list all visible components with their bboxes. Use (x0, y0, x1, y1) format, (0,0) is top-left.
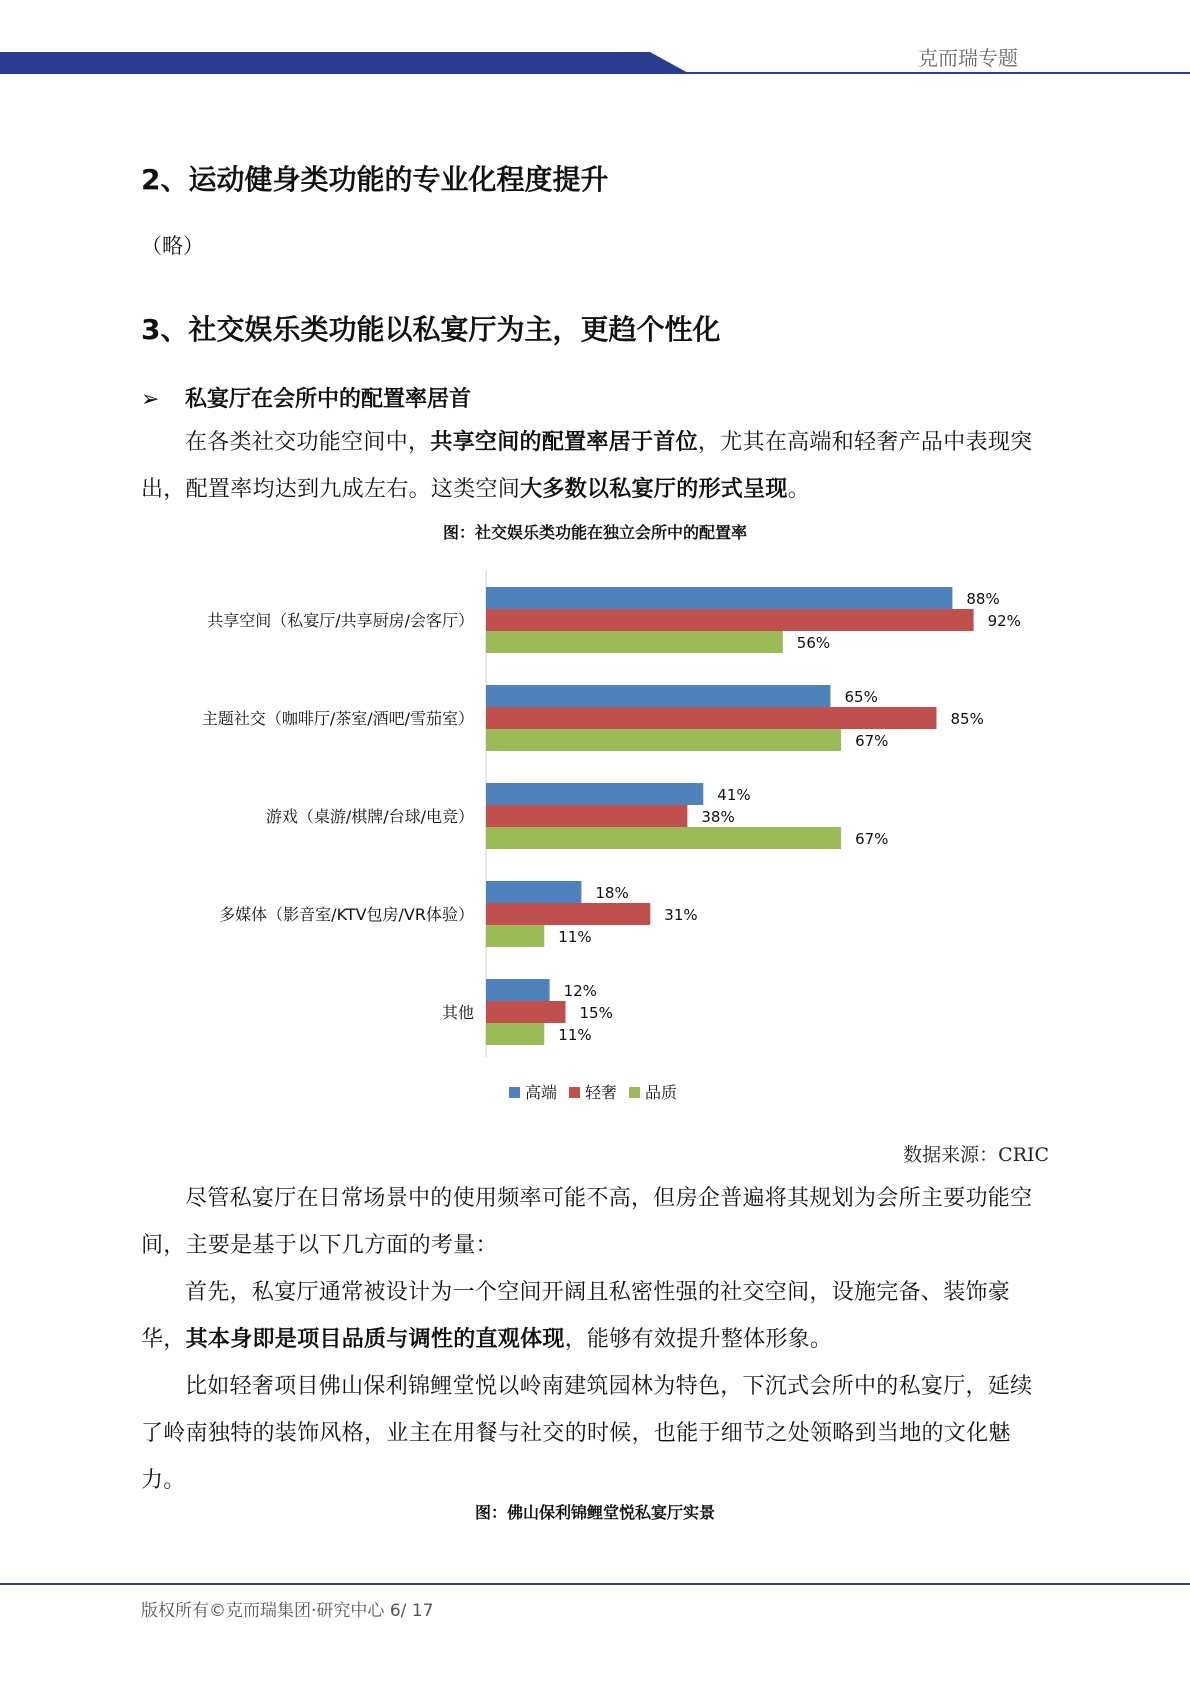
footer-copyright: 版权所有©克而瑞集团·研究中心 (141, 1601, 385, 1621)
bar (486, 805, 687, 827)
figure-1-caption: 图：社交娱乐类功能在独立会所中的配置率 (442, 523, 747, 542)
legend-swatch (569, 1087, 580, 1098)
footer-divider (0, 1583, 1190, 1585)
legend-label: 品质 (645, 1083, 678, 1102)
bar (486, 729, 841, 751)
bar (486, 631, 783, 653)
category-label: 共享空间（私宴厅/共享厨房/会客厅） (207, 611, 474, 630)
data-label: 85% (950, 710, 984, 728)
data-label: 12% (563, 982, 597, 1000)
bar (486, 881, 581, 903)
paragraph-4: 比如轻奢项目佛山保利锦鲤堂悦以岭南建筑园林为特色，下沉式会所中的私宴厅，延续了岭南独特的装饰风格，业主在用餐与社交的时候，也能于细节之处领略到当地的文化魅力。 (141, 1374, 1033, 1493)
header-brand: 克而瑞专题 (918, 46, 1018, 70)
data-label: 11% (558, 1026, 592, 1044)
category-label: 主题社交（咖啡厅/茶室/酒吧/雪茄室） (201, 709, 474, 728)
section-2-omitted: （略） (141, 234, 204, 258)
data-label: 15% (579, 1004, 613, 1022)
data-label: 92% (987, 612, 1021, 630)
category-label: 其他 (441, 1003, 474, 1022)
bar (486, 685, 831, 707)
bar (486, 783, 703, 805)
data-label: 31% (664, 906, 698, 924)
section-2-title: 2、运动健身类功能的专业化程度提升 (141, 163, 609, 196)
data-label: 56% (796, 634, 831, 652)
paragraph-2: 尽管私宴厅在日常场景中的使用频率可能不高，但房企普遍将其规划为会所主要功能空间，主要是基于以下几方面的考量： (141, 1186, 1033, 1258)
data-label: 65% (844, 688, 878, 706)
figure-2-caption: 图：佛山保利锦鲤堂悦私宴厅实景 (474, 1503, 715, 1522)
paragraph-1: 在各类社交功能空间中，共享空间的配置率居于首位，尤其在高端和轻奢产品中表现突出，配置率均达到九成左右。这类空间大多数以私宴厅的形式呈现。 (141, 430, 1033, 502)
data-label: 18% (595, 884, 629, 902)
legend-swatch (509, 1087, 520, 1098)
bar (486, 1001, 566, 1023)
data-label: 67% (855, 732, 889, 750)
bar-chart (141, 560, 1051, 1130)
data-label: 41% (717, 786, 751, 804)
bar (486, 587, 952, 609)
data-label: 88% (966, 590, 1000, 608)
bar (486, 979, 550, 1001)
bar (486, 903, 650, 925)
section-3-title: 3、社交娱乐类功能以私宴厅为主，更趋个性化 (141, 313, 721, 346)
footer (141, 1596, 433, 1621)
bar (486, 827, 841, 849)
data-label: 67% (855, 830, 889, 848)
category-label: 多媒体（影音室/KTV包房/VR体验） (219, 905, 474, 924)
bullet-heading (141, 382, 471, 413)
legend-label: 轻奢 (585, 1083, 618, 1102)
bar (486, 707, 937, 729)
footer-page: 6/ 17 (389, 1601, 434, 1621)
arrow-bullet-icon: ➢ (141, 387, 160, 412)
legend-label: 高端 (525, 1083, 558, 1102)
data-label: 11% (558, 928, 592, 946)
bar (486, 925, 544, 947)
data-label: 38% (701, 808, 735, 826)
data-source: 数据来源：CRIC (903, 1144, 1049, 1166)
category-label: 游戏（桌游/棋牌/台球/电竞） (265, 807, 474, 826)
bar (486, 1023, 544, 1045)
legend-swatch (629, 1087, 640, 1098)
bullet-text: 私宴厅在会所中的配置率居首 (185, 387, 472, 412)
bar (486, 609, 974, 631)
paragraph-3: 首先，私宴厅通常被设计为一个空间开阔且私密性强的社交空间，设施完备、装饰豪华，其本身即是项目品质与调性的直观体现，能够有效提升整体形象。 (141, 1280, 1011, 1352)
